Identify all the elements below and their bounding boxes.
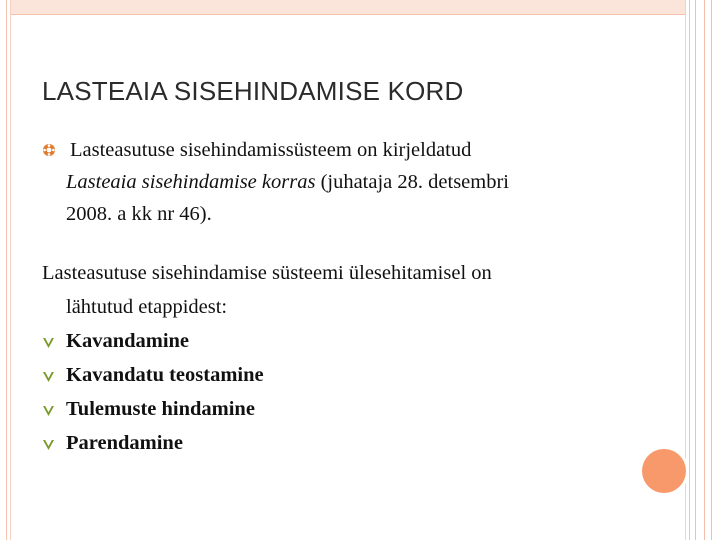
decor-circle (642, 449, 686, 493)
checkmark-v-icon (42, 336, 55, 349)
right-decor-line (704, 0, 705, 540)
checkmark-v-icon (42, 438, 55, 451)
bullet-line-2-rest: (juhataja 28. detsembri (315, 171, 509, 193)
intro-line-2: lähtutud etappidest: (66, 296, 228, 318)
checkmark-v-icon (42, 404, 55, 417)
checkmark-v-icon (42, 370, 55, 383)
bullet-line-2 (42, 166, 622, 198)
bullet-paragraph (42, 134, 622, 230)
bullet-line-3: 2008. a kk nr 46). (66, 203, 212, 225)
bullet-italic-title: Lasteaia sisehindamise korras (66, 171, 316, 193)
list-item (42, 392, 642, 426)
right-decor-line (711, 0, 712, 540)
stages-section (42, 256, 642, 460)
slide-title: LASTEAIA SISEHINDAMISE KORD (42, 76, 464, 106)
bullet-line-1: Lasteasutuse sisehindamissüsteem on kirjeldatud (70, 139, 472, 161)
right-decor-line (695, 0, 696, 540)
list-item-label: Parendamine (66, 432, 183, 454)
stages-list (42, 324, 642, 460)
intro-line-1: Lasteasutuse sisehindamise süsteemi ülesehitamisel on (42, 262, 492, 284)
flower-bullet-icon (42, 143, 56, 157)
list-item (42, 358, 642, 392)
list-item (42, 426, 642, 460)
list-item (42, 324, 642, 358)
list-item-label: Kavandamine (66, 330, 190, 352)
list-item-label: Kavandatu teostamine (66, 364, 264, 386)
list-item-label: Tulemuste hindamine (66, 398, 255, 420)
